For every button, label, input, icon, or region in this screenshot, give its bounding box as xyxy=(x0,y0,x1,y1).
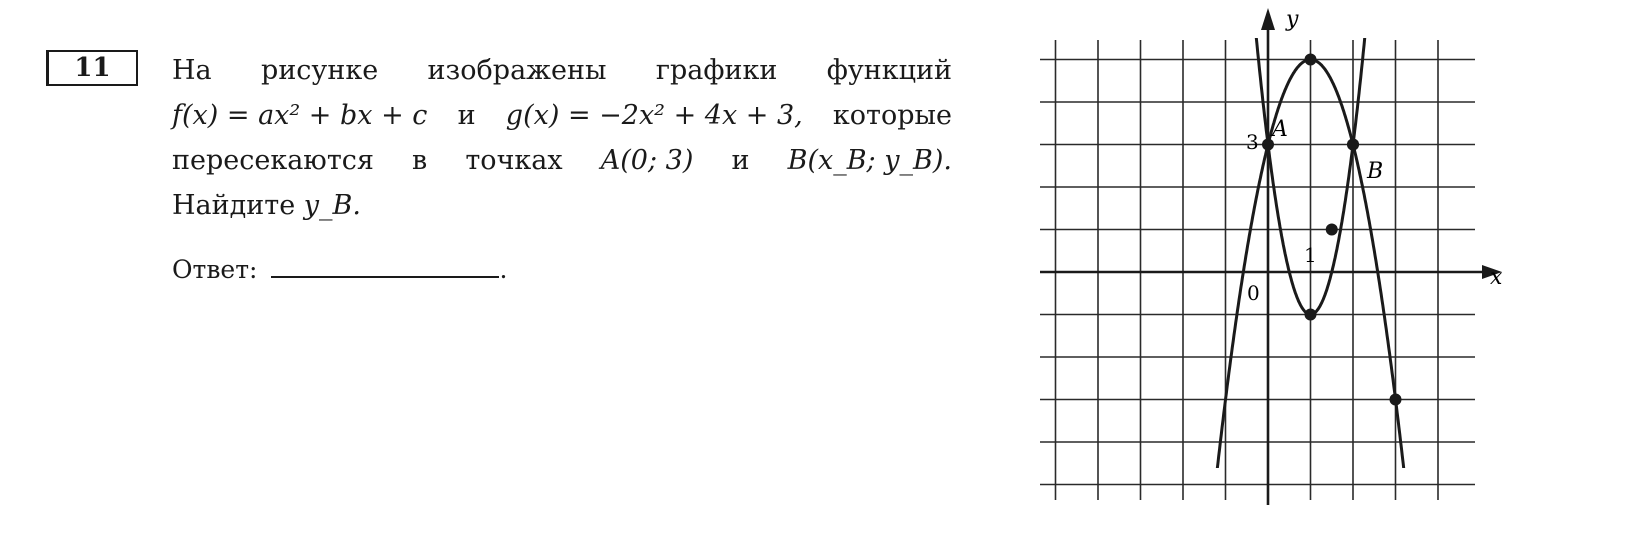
marked-point xyxy=(1347,139,1359,151)
answer-row xyxy=(172,255,507,284)
answer-period: . xyxy=(499,255,508,284)
function-g: g(x) = −2x² + 4x + 3, xyxy=(505,100,803,131)
word: изображены xyxy=(427,55,607,86)
word: и xyxy=(731,145,750,176)
word: Найдите xyxy=(172,190,296,221)
marked-point xyxy=(1305,54,1317,66)
y-axis-label: y xyxy=(1286,7,1299,32)
grid xyxy=(1040,40,1475,500)
marked-point xyxy=(1305,309,1317,321)
y-tick-label: 3 xyxy=(1246,130,1259,154)
word: рисунке xyxy=(261,55,379,86)
task-number-box xyxy=(46,50,138,86)
word: графики xyxy=(655,55,778,86)
function-graph xyxy=(1030,0,1510,552)
point-b-coords: B(x_B; y_B). xyxy=(787,145,952,176)
problem-line-2 xyxy=(172,93,952,138)
problem-line-3 xyxy=(172,138,952,183)
curve-f xyxy=(1204,0,1459,315)
problem-line-4 xyxy=(172,183,952,228)
curve-g xyxy=(1204,60,1459,552)
word: функций xyxy=(826,55,952,86)
problem-line-1 xyxy=(172,48,952,93)
word: На xyxy=(172,55,212,86)
word: которые xyxy=(832,100,952,131)
answer-field[interactable] xyxy=(271,258,499,278)
word: точках xyxy=(465,145,563,176)
marked-point xyxy=(1390,394,1402,406)
origin-label: 0 xyxy=(1247,281,1260,305)
axes xyxy=(1040,8,1502,505)
word: пересекаются xyxy=(172,145,374,176)
task-number: 11 xyxy=(74,53,111,83)
point-b-label: B xyxy=(1367,159,1384,184)
target-variable: y_B. xyxy=(303,190,361,221)
word: в xyxy=(412,145,428,176)
function-f: f(x) = ax² + bx + c xyxy=(172,100,428,131)
point-a-coords: A(0; 3) xyxy=(600,145,694,176)
curves xyxy=(1204,0,1459,552)
x-tick-label: 1 xyxy=(1304,243,1317,267)
word: и xyxy=(457,100,476,131)
point-a-label: A xyxy=(1272,117,1288,142)
answer-label: Ответ: xyxy=(172,255,258,284)
y-axis-arrow xyxy=(1261,8,1275,30)
x-axis-label: x xyxy=(1490,265,1503,290)
marked-point xyxy=(1326,224,1338,236)
problem-statement xyxy=(172,48,952,228)
